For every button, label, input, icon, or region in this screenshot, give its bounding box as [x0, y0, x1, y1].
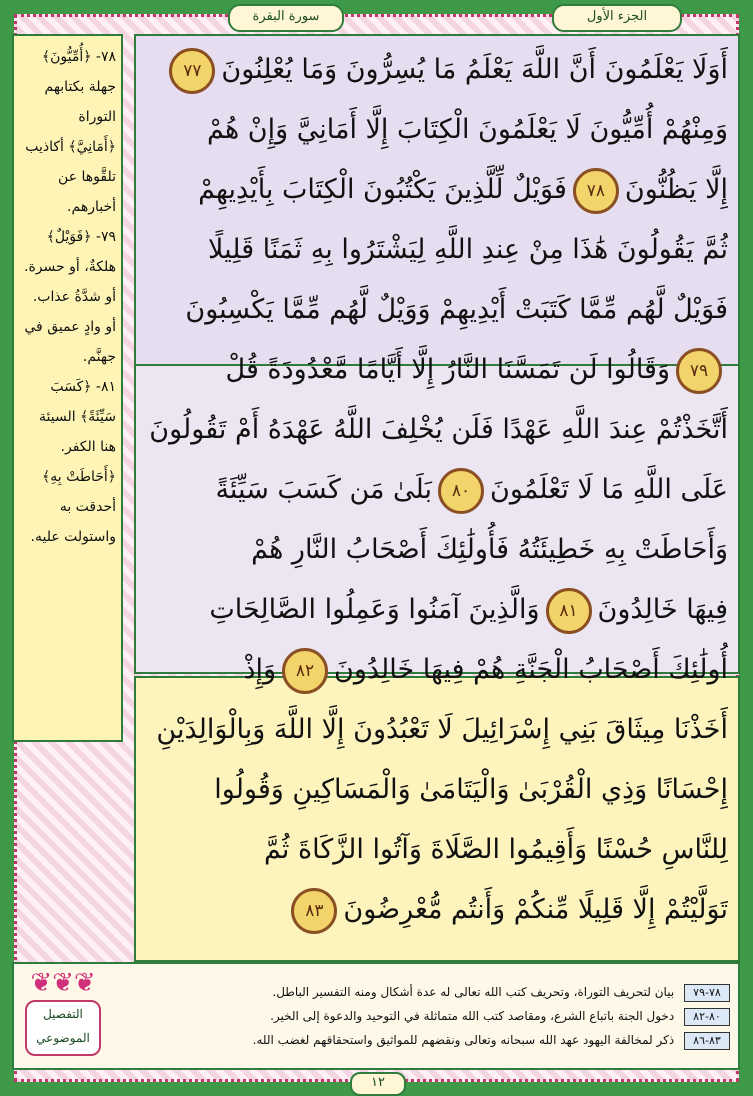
verse-line [148, 102, 728, 158]
verse-line [148, 162, 728, 218]
verse-text: عَلَى اللَّهِ مَا لَا تَعْلَمُونَ [490, 474, 728, 505]
ayah-number-marker: ٧٧ [169, 48, 215, 94]
verse-line [148, 462, 728, 518]
verse-line [148, 222, 728, 278]
ayah-number-marker: ٧٨ [573, 168, 619, 214]
verse-text: لِلنَّاسِ حُسْنًا وَأَقِيمُوا الصَّلَاةَ وَآتُوا الزَّكَاةَ ثُمَّ [263, 834, 728, 865]
topic-row [120, 1004, 730, 1028]
ayah-number-marker: ٨٢ [282, 648, 328, 694]
verse-text: إِحْسَانًا وَذِي الْقُرْبَىٰ وَالْيَتَامَىٰ وَالْمَسَاكِينِ وَقُولُوا [214, 774, 728, 805]
topic-ref: ٧٨-٧٩ [684, 984, 730, 1002]
topic-list [120, 980, 730, 1052]
logo-badge [25, 1000, 101, 1056]
topic-text: بيان لتحريف التوراة، وتحريف كتب الله تعالى له عدة أشكال ومنه التفسير الباطل. [272, 985, 675, 999]
ayah-number-marker: ٨٠ [438, 468, 484, 514]
verse-line [148, 762, 728, 818]
margin-note: ﴿أَمَانِيَّ﴾ أكاذيب تلقَّوها عن أخبارهم. [25, 139, 116, 215]
topic-row [120, 980, 730, 1004]
topic-ref: ٨٣-٨٦ [684, 1032, 730, 1050]
verse-line [148, 402, 728, 458]
ayah-number-marker: ٧٩ [676, 348, 722, 394]
margin-note: ٧٨- ﴿أُمِّيُّونَ﴾ جهلة بكتابهم التوراة [41, 49, 116, 125]
verse-line [148, 582, 728, 638]
page-number: ١٢ [350, 1072, 406, 1096]
topic-ref: ٨٠-٨٢ [684, 1008, 730, 1026]
logo-line: التفصيل [43, 1007, 83, 1021]
verse-text: وَالَّذِينَ آمَنُوا وَعَمِلُوا الصَّالِحَاتِ [209, 594, 540, 625]
margin-note: ﴿أَحَاطَتْ بِهِ﴾ أحدقت به واستولت عليه. [30, 469, 116, 545]
juz-header: الجزء الأول [552, 4, 682, 32]
logo-line: الموضوعي [36, 1031, 90, 1045]
verse-line [148, 822, 728, 878]
verse-text: أَوَلَا يَعْلَمُونَ أَنَّ اللَّهَ يَعْلَمُ مَا يُسِرُّونَ وَمَا يُعْلِنُونَ [221, 54, 728, 85]
word-meanings-column [12, 34, 123, 742]
verse-text: تَوَلَّيْتُمْ إِلَّا قَلِيلًا مِّنكُمْ وَأَنتُم مُّعْرِضُونَ [343, 894, 728, 925]
quran-text-area [134, 34, 740, 944]
verse-line [148, 642, 728, 698]
verse-line [148, 882, 728, 938]
verse-line [148, 522, 728, 578]
verse-text: وَمِنْهُمْ أُمِّيُّونَ لَا يَعْلَمُونَ الْكِتَابَ إِلَّا أَمَانِيَّ وَإِنْ هُمْ [207, 114, 728, 145]
verse-text: أَتَّخَذْتُمْ عِندَ اللَّهِ عَهْدًا فَلَن يُخْلِفَ اللَّهُ عَهْدَهُ أَمْ تَقُولُونَ [149, 414, 728, 445]
verse-text: إِلَّا يَظُنُّونَ [624, 174, 728, 205]
verse-text: فَوَيْلٌ لَّهُم مِّمَّا كَتَبَتْ أَيْدِيهِمْ وَوَيْلٌ لَّهُم مِّمَّا يَكْسِبُونَ [185, 294, 728, 325]
verse-line [148, 342, 728, 398]
crown-icon: ❦❦❦ [30, 968, 96, 998]
ayah-number-marker: ٨٣ [291, 888, 337, 934]
verse-line [148, 702, 728, 758]
verse-text: أَخَذْنَا مِيثَاقَ بَنِي إِسْرَائِيلَ لَا تَعْبُدُونَ إِلَّا اللَّهَ وَبِالْوَالِدَيْنِ [156, 714, 728, 745]
verse-line [148, 42, 728, 98]
verse-text: ثُمَّ يَقُولُونَ هَٰذَا مِنْ عِندِ اللَّهِ لِيَشْتَرُوا بِهِ ثَمَنًا قَلِيلًا [208, 234, 728, 265]
verse-text: أُولَٰئِكَ أَصْحَابُ الْجَنَّةِ هُمْ فِيهَا خَالِدُونَ [334, 654, 728, 685]
verse-text: بَلَىٰ مَن كَسَبَ سَيِّئَةً [215, 474, 433, 505]
margin-note: ٨١- ﴿كَسَبَ سَيِّئَةً﴾ السيئة هنا الكفر. [39, 379, 116, 455]
verse-text: وَقَالُوا لَن تَمَسَّنَا النَّارُ إِلَّا أَيَّامًا مَّعْدُودَةً قُلْ [225, 354, 670, 385]
topic-text: دخول الجنة باتباع الشرع، ومقاصد كتب الله متماثلة في التوحيد والدعوة إلى الخير. [270, 1009, 675, 1023]
thematic-logo [20, 968, 106, 1060]
verse-text: وَأَحَاطَتْ بِهِ خَطِيئَتُهُ فَأُولَٰئِكَ أَصْحَابُ النَّارِ هُمْ [251, 534, 728, 565]
verse-text: فِيهَا خَالِدُونَ [597, 594, 728, 625]
topic-row [120, 1028, 730, 1052]
verse-text: فَوَيْلٌ لِّلَّذِينَ يَكْتُبُونَ الْكِتَابَ بِأَيْدِيهِمْ [198, 174, 567, 205]
topic-text: ذكر لمخالفة اليهود عهد الله سبحانه وتعالى ونقضهم للمواثيق واستحقاقهم لغضب الله. [252, 1033, 675, 1047]
verse-text: وَإِذْ [243, 654, 277, 685]
margin-note: ٧٩- ﴿فَوَيْلٌ﴾ هلكةٌ، أو حسرة. أو شدَّةُ عذاب. أو وادٍ عميق في جهنَّم. [24, 229, 116, 365]
surah-header: سورة البقرة [228, 4, 344, 32]
ayah-number-marker: ٨١ [546, 588, 592, 634]
verse-line [148, 282, 728, 338]
